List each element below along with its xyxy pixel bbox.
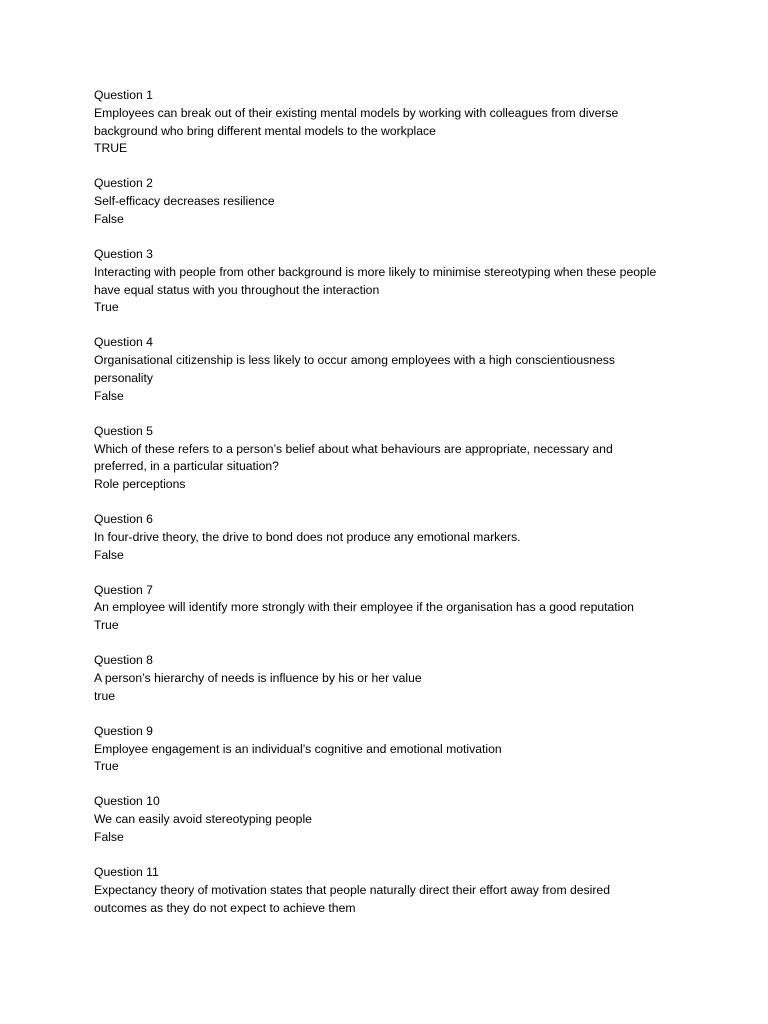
question-text: We can easily avoid stereotyping people [94, 812, 312, 827]
question-answer: Role perceptions [94, 477, 186, 492]
question-label: Question 7 [94, 582, 153, 597]
question-answer: true [94, 688, 116, 703]
question-item-6 [94, 511, 694, 564]
question-text: Expectancy theory of motivation states that people naturally direct their effort away from desired outcomes as they do not expect to achieve them [94, 882, 610, 915]
question-text: An employee will identify more strongly with their employee if the organisation has a good reputation [94, 600, 634, 615]
question-label: Question 2 [94, 176, 153, 191]
question-text: Interacting with people from other background is more likely to minimise stereotyping when these people have equal status with you throughout the interaction [94, 264, 657, 297]
question-label: Question 4 [94, 335, 153, 350]
question-label: Question 8 [94, 653, 153, 668]
question-answer: False [94, 211, 124, 226]
question-answer: True [94, 618, 119, 633]
question-label: Question 10 [94, 794, 160, 809]
question-item-4 [94, 334, 694, 405]
question-text: Employees can break out of their existing mental models by working with colleagues from diverse background who bring different mental models to the workplace [94, 105, 619, 138]
question-text: Which of these refers to a person’s belief about what behaviours are appropriate, necessary and preferred, in a particular situation? [94, 441, 613, 474]
question-answer: True [94, 300, 119, 315]
question-text: Organisational citizenship is less likely to occur among employees with a high conscientiousness personality [94, 353, 615, 385]
question-label: Question 5 [94, 423, 153, 438]
question-text: A person’s hierarchy of needs is influence by his or her value [94, 671, 422, 686]
question-answer: TRUE [94, 141, 128, 156]
question-label: Question 1 [94, 88, 153, 102]
question-text: In four-drive theory, the drive to bond does not produce any emotional markers. [94, 529, 521, 544]
question-answer: False [94, 547, 124, 562]
question-item-8 [94, 652, 694, 705]
question-item-9 [94, 723, 694, 776]
question-item-2 [94, 175, 694, 228]
question-item-5 [94, 423, 694, 494]
question-label: Question 11 [94, 864, 159, 879]
question-answer: False [94, 829, 124, 844]
question-label: Question 6 [94, 512, 153, 527]
question-label: Question 3 [94, 246, 153, 261]
question-label: Question 9 [94, 723, 153, 738]
question-item-10 [94, 793, 694, 846]
question-text: Self-efficacy decreases resilience [94, 194, 275, 209]
question-item-7 [94, 582, 694, 635]
question-item-1 [94, 87, 694, 158]
question-item-11 [94, 864, 694, 917]
question-text: Employee engagement is an individual’s cognitive and emotional motivation [94, 741, 502, 756]
question-answer: True [94, 759, 119, 774]
question-item-3 [94, 246, 694, 317]
question-list [94, 87, 694, 935]
question-answer: False [94, 388, 124, 403]
